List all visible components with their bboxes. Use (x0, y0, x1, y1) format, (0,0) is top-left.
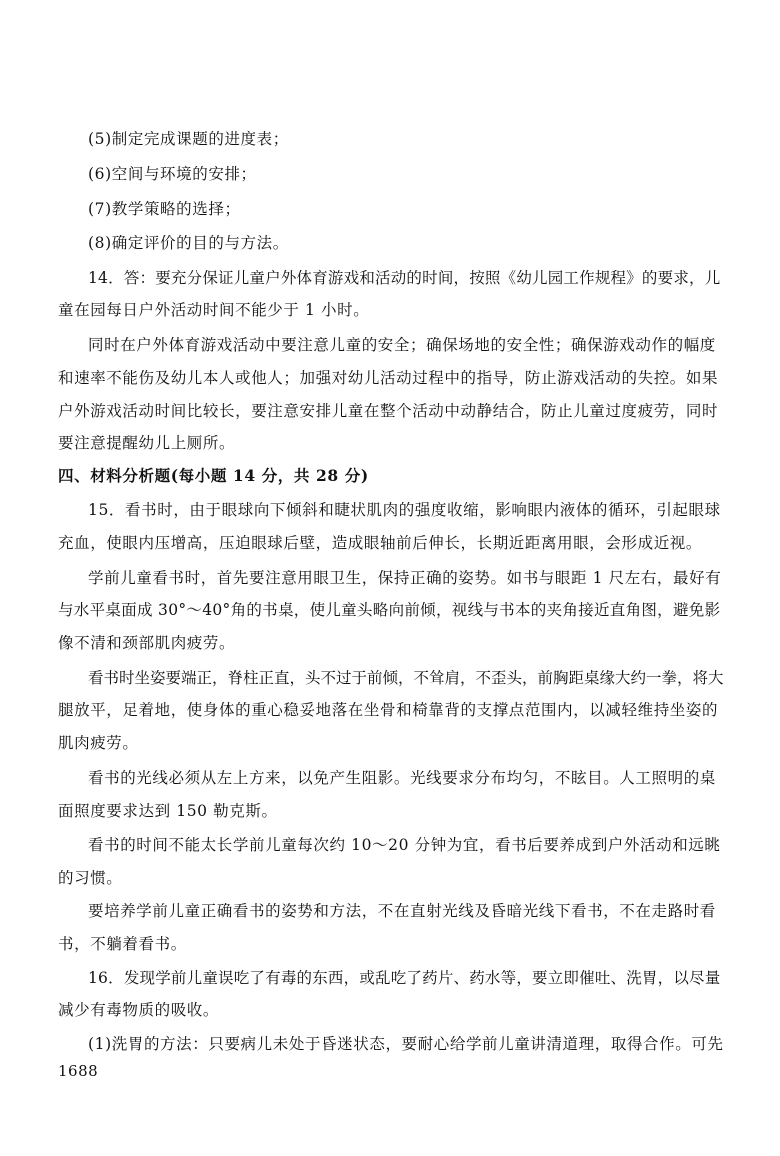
section-heading: 四、材料分析题(每小题 14 分，共 28 分) (58, 466, 369, 485)
text-line: (5)制定完成课题的进度表； (88, 130, 289, 148)
text-line: 15．看书时，由于眼球向下倾斜和睫状肌肉的强度收缩，影响眼内液体的循环，引起眼球 (88, 501, 721, 519)
text-line: (8)确定评价的目的与方法。 (88, 234, 289, 252)
text-line: 16．发现学前儿童误吃了有毒的东西，或乱吃了药片、药水等，要立即催吐、洗胃，以尽量 (88, 969, 721, 987)
text-line: (7)教学策略的选择； (88, 200, 241, 218)
text-line: 面照度要求达到 150 勒克斯。 (58, 802, 278, 820)
text-line: 腿放平，足着地，使身体的重心稳妥地落在坐骨和椅靠背的支撑点范围内，以减轻维持坐姿的 (58, 701, 719, 719)
text-line: 要培养学前儿童正确看书的姿势和方法，不在直射光线及昏暗光线下看书，不在走路时看 (88, 902, 716, 920)
text-line: 要注意提醒幼儿上厕所。 (58, 434, 236, 452)
text-line: 的习惯。 (58, 869, 123, 887)
text-line: 看书时坐姿要端正，脊柱正直，头不过于前倾，不耸肩，不歪头，前胸距桌缘大约一拳，将大 (88, 669, 724, 687)
text-line: 肌肉疲劳。 (58, 734, 139, 752)
text-line: 14．答：要充分保证儿童户外体育游戏和活动的时间，按照《幼儿园工作规程》的要求，儿 (88, 269, 721, 287)
text-line: 书，不躺着看书。 (58, 935, 187, 953)
text-line: 与水平桌面成 30°～40°角的书桌，使儿童头略向前倾，视线与书本的夹角接近直角图，避免影 (58, 601, 721, 619)
text-line: 户外游戏活动时间比较长，要注意安排儿童在整个活动中动静结合，防止儿童过度疲劳，同时 (58, 402, 719, 420)
text-line: 同时在户外体育游戏活动中要注意儿童的安全；确保场地的安全性；确保游戏动作的幅度 (88, 336, 716, 354)
text-line: 看书的光线必须从左上方来，以免产生阻影。光线要求分布均匀，不眩目。人工照明的桌 (88, 769, 716, 787)
text-line: 童在园每日户外活动时间不能少于 1 小时。 (58, 301, 370, 319)
text-line: 看书的时间不能太长学前儿童每次约 10～20 分钟为宜，看书后要养成到户外活动和远眺 (88, 836, 721, 854)
text-line: 减少有毒物质的吸收。 (58, 1001, 220, 1019)
text-line: (1)洗胃的方法：只要病儿未处于昏迷状态，要耐心给学前儿童讲清道理，取得合作。可先 (88, 1035, 724, 1053)
text-line: 学前儿童看书时，首先要注意用眼卫生，保持正确的姿势。如书与眼距 1 尺左右，最好有 (88, 569, 722, 587)
text-line: 充血，使眼内压增高，压迫眼球后壁，造成眼轴前后伸长，长期近距离用眼，会形成近视。 (58, 534, 703, 552)
text-line: 和速率不能伤及幼儿本人或他人；加强对幼儿活动过程中的指导，防止游戏活动的失控。如果 (58, 369, 719, 387)
text-line: 像不清和颈部肌肉疲劳。 (58, 634, 236, 652)
text-line: (6)空间与环境的安排； (88, 165, 257, 183)
page-number: 1688 (58, 1062, 99, 1080)
